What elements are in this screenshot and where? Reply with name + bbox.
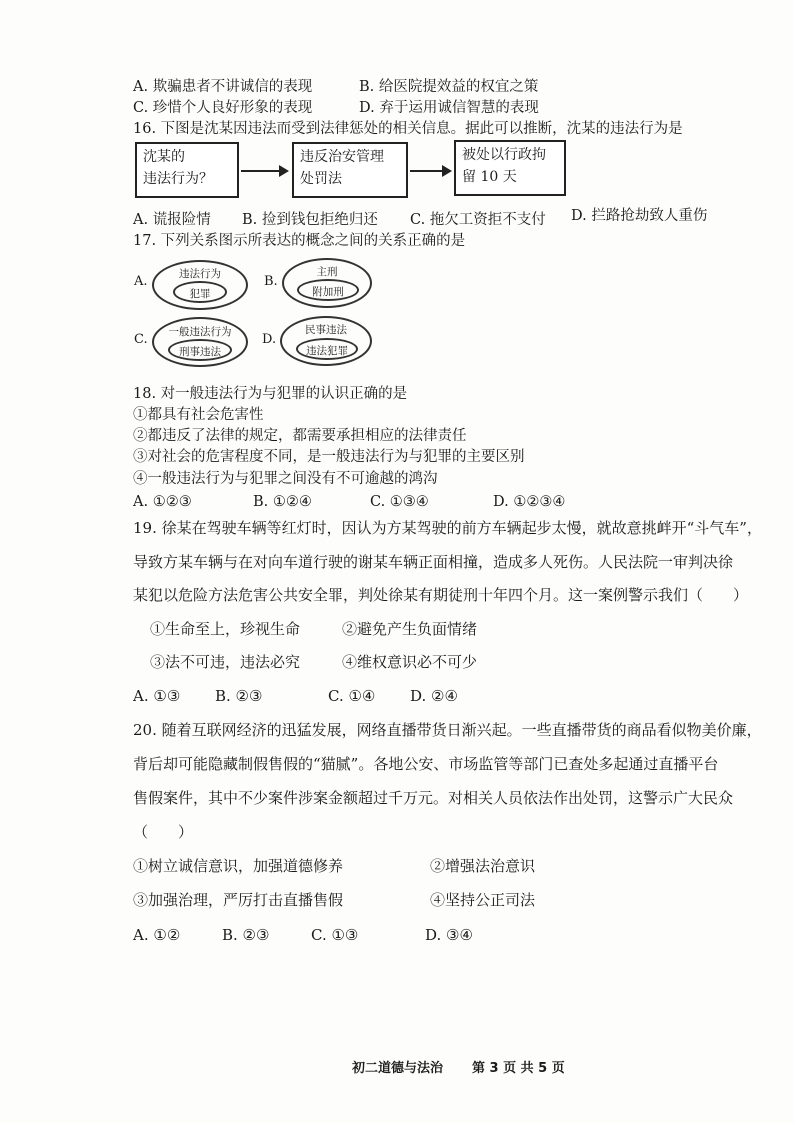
q16-box3-line2: 留 10 天 <box>462 169 517 185</box>
q17-diagram-a-inner-label: 犯罪 <box>189 288 211 300</box>
q19-statement-3: ③法不可违，违法必究 <box>150 653 301 671</box>
q17-diagram-c-inner-label: 刑事违法 <box>179 346 221 358</box>
q16-box-penalty <box>454 140 566 196</box>
q20-option-d: D. ③④ <box>425 926 473 944</box>
q20-statement-2: ②增强法治意识 <box>430 857 536 875</box>
q17-diagram-d-letter: D. <box>262 332 277 347</box>
q20-option-a: A. ①② <box>133 926 181 944</box>
q15-option-a: A. 欺骗患者不讲诚信的表现 <box>133 79 313 95</box>
q20-option-c: C. ①③ <box>311 926 359 944</box>
q16-box1-line2: 违法行为？ <box>143 171 213 187</box>
q15-option-d: D. 弃于运用诚信智慧的表现 <box>359 100 539 116</box>
arrow-right-icon <box>241 170 287 172</box>
q18-option-c: C. ①③④ <box>370 494 429 510</box>
q16-box3-line1: 被处以行政拘 <box>462 147 546 163</box>
q18-option-b: B. ①②④ <box>253 494 312 510</box>
q19-line-1: 19. 徐某在驾驶车辆等红灯时，因认为方某驾驶的前方车辆起步太慢，就故意挑衅开“斗气车”， <box>133 519 762 537</box>
q20-statement-1: ①树立诚信意识，加强道德修养 <box>133 857 344 875</box>
q19-option-d: D. ②④ <box>410 687 458 705</box>
q16-option-a: A. 谎报险情 <box>133 212 211 228</box>
q20-answer-blank: （ ） <box>133 823 194 841</box>
q19-option-a: A. ①③ <box>133 687 181 705</box>
q18-statement-3: ③对社会的危害程度不同，是一般违法行为与犯罪的主要区别 <box>133 449 525 465</box>
q16-box2-line1: 违反治安管理 <box>300 149 384 165</box>
q16-box-offense <box>135 142 239 198</box>
q20-statement-4: ④坚持公正司法 <box>430 891 536 909</box>
q18-stem: 18. 对一般违法行为与犯罪的认识正确的是 <box>133 386 408 402</box>
q19-statement-1: ①生命至上，珍视生命 <box>150 620 301 638</box>
q20-statement-3: ③加强治理，严厉打击直播售假 <box>133 891 344 909</box>
q20-line-3: 售假案件，其中不少案件涉案金额超过千万元。对相关人员依法作出处罚，这警示广大民众 <box>133 789 734 807</box>
q20-line-1: 20. 随着互联网经济的迅猛发展，网络直播带货日渐兴起。一些直播带货的商品看似物美价廉， <box>133 721 762 739</box>
q15-option-b: B. 给医院提效益的权宜之策 <box>359 79 539 95</box>
q17-stem: 17. 下列关系图示所表达的概念之间的关系正确的是 <box>133 233 466 249</box>
q15-option-c: C. 珍惜个人良好形象的表现 <box>133 100 313 116</box>
q17-diagram-b-letter: B. <box>264 274 278 289</box>
q17-diagram-c-letter: C. <box>134 332 148 347</box>
footer-page-number: 第 3 页 共 5 页 <box>472 1061 565 1076</box>
q16-option-d: D. 拦路抢劫致人重伤 <box>571 208 708 224</box>
q17-diagram-d-inner-label: 违法犯罪 <box>306 345 348 357</box>
arrow-right-icon <box>410 170 450 172</box>
q16-stem: 16. 下图是沈某因违法而受到法律惩处的相关信息。据此可以推断，沈某的违法行为是 <box>133 121 683 137</box>
q19-option-c: C. ①④ <box>328 687 376 705</box>
q17-diagram-c-outer-label: 一般违法行为 <box>168 326 232 338</box>
q16-box1-line1: 沈某的 <box>143 149 185 165</box>
q18-statement-4: ④一般违法行为与犯罪之间没有不可逾越的鸿沟 <box>133 471 438 487</box>
q19-line-2: 导致方某车辆与在对向车道行驶的谢某车辆正面相撞，造成多人死伤。人民法院一审判决徐 <box>133 553 734 571</box>
footer-subject: 初二道德与法治 <box>352 1061 444 1076</box>
q17-diagram-b-inner-label: 附加刑 <box>312 286 344 298</box>
q18-statement-2: ②都违反了法律的规定，都需要承担相应的法律责任 <box>133 428 467 444</box>
q16-option-c: C. 拖欠工资拒不支付 <box>410 212 546 228</box>
q17-diagram-a-outer-label: 违法行为 <box>179 268 221 280</box>
q17-diagram-a-letter: A. <box>134 274 148 289</box>
q20-option-b: B. ②③ <box>222 926 270 944</box>
q16-box-law <box>292 142 408 198</box>
q18-option-d: D. ①②③④ <box>493 494 566 510</box>
q16-box2-line2: 处罚法 <box>300 171 342 187</box>
q17-diagram-d-outer-label: 民事违法 <box>305 324 347 336</box>
q19-line-3: 某犯以危险方法危害公共安全罪，判处徐某有期徒刑十年四个月。这一案例警示我们（ ） <box>133 586 749 604</box>
q18-statement-1: ①都具有社会危害性 <box>133 407 264 423</box>
q18-option-a: A. ①②③ <box>133 494 192 510</box>
q19-statement-2: ②避免产生负面情绪 <box>342 620 478 638</box>
q16-option-b: B. 捡到钱包拒绝归还 <box>242 212 378 228</box>
q20-line-2: 背后却可能隐藏制假售假的“猫腻”。各地公安、市场监管等部门已查处多起通过直播平台 <box>133 755 719 773</box>
q17-diagram-b-outer-label: 主刑 <box>316 266 338 278</box>
q19-option-b: B. ②③ <box>215 687 263 705</box>
q19-statement-4: ④维权意识必不可少 <box>342 653 478 671</box>
